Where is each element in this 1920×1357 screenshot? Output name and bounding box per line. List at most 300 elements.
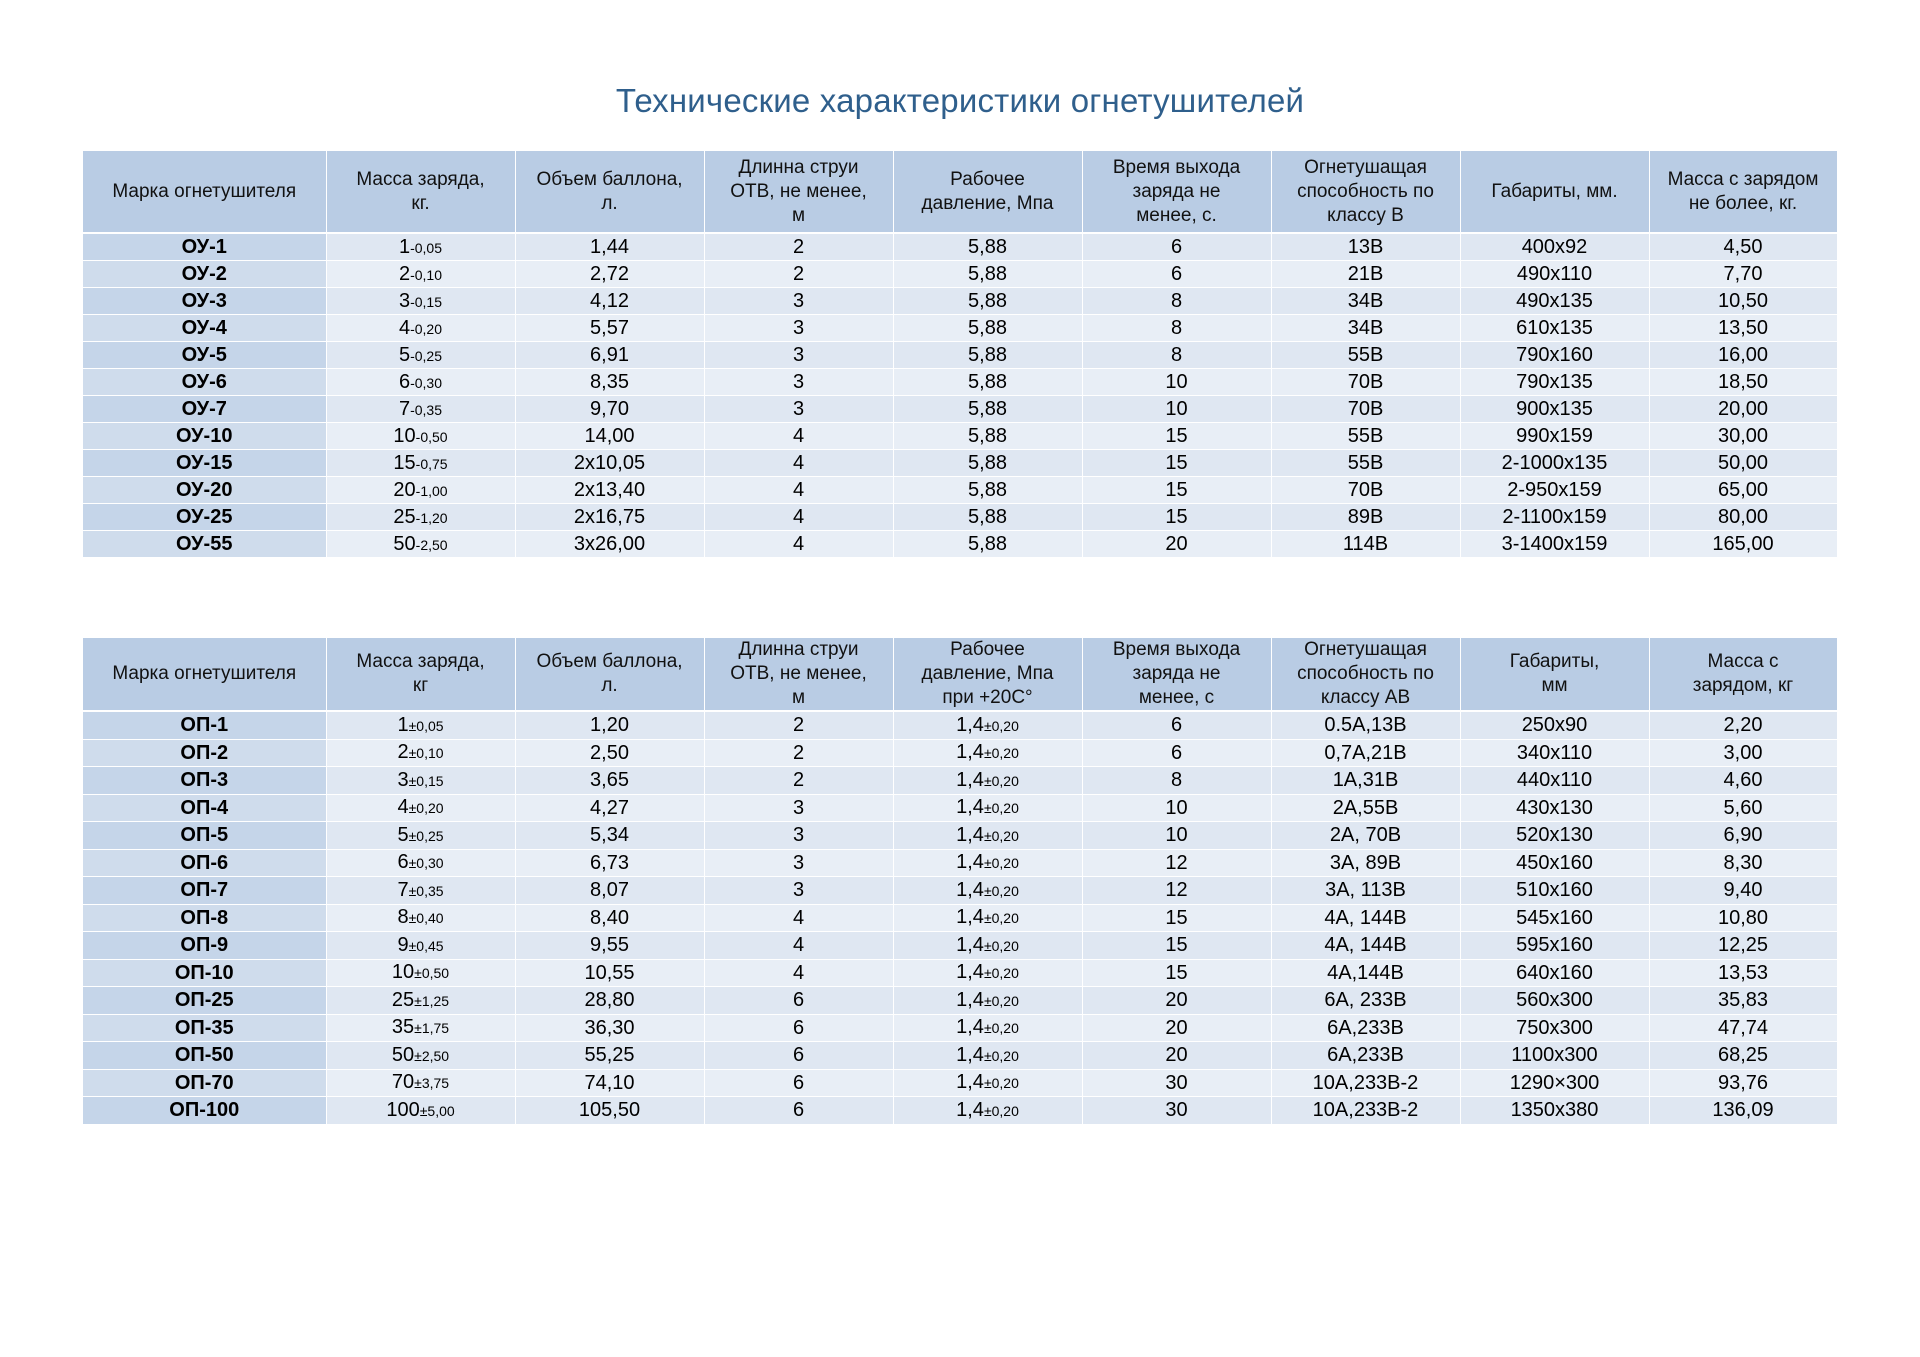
- discharge-time-cell-value: 15: [1165, 934, 1188, 957]
- total-mass-cell-value: 16,00: [1717, 344, 1769, 366]
- table-header-row: [83, 151, 1837, 233]
- discharge-time-cell: [1082, 1097, 1271, 1125]
- tolerance-value: -0,15: [410, 293, 443, 310]
- tolerance-value: ±0,20: [983, 1075, 1019, 1092]
- model-cell: [83, 739, 326, 767]
- tolerance-value: ±0,20: [408, 800, 444, 817]
- pressure-cell-value: 1,4: [956, 1043, 984, 1066]
- tolerance-value: -1,00: [415, 482, 448, 499]
- total-mass-cell-value: 7,70: [1723, 263, 1763, 285]
- discharge-time-cell-value: 10: [1165, 371, 1188, 393]
- model-cell: [83, 504, 326, 531]
- table-row: [83, 233, 1837, 261]
- capacity-cell: [1271, 822, 1460, 850]
- capacity-cell-value: 55В: [1347, 344, 1384, 366]
- dimensions-cell: [1460, 1097, 1649, 1125]
- discharge-time-cell-value: 10: [1165, 796, 1188, 819]
- discharge-time-cell: [1082, 904, 1271, 932]
- total-mass-cell: [1649, 987, 1837, 1015]
- total-mass-cell-value: 8,30: [1723, 851, 1763, 874]
- jet-length-cell-value: 2: [792, 769, 805, 792]
- total-mass-cell-value: 68,25: [1717, 1044, 1769, 1067]
- capacity-cell: [1271, 450, 1460, 477]
- dimensions-cell-value: 450х160: [1516, 851, 1593, 874]
- total-mass-cell-value: 10,80: [1717, 906, 1769, 929]
- total-mass-cell-value: 18,50: [1717, 371, 1769, 393]
- model-cell-value: ОУ-3: [181, 290, 227, 312]
- dimensions-cell: [1460, 1014, 1649, 1042]
- capacity-cell: [1271, 767, 1460, 795]
- dimensions-cell-value: 440х110: [1516, 769, 1593, 792]
- total-mass-cell: [1649, 477, 1837, 504]
- volume-cell: [515, 504, 704, 531]
- jet-length-cell-value: 3: [792, 879, 805, 902]
- model-cell-value: ОП-100: [169, 1099, 240, 1122]
- pressure-cell: [893, 261, 1082, 288]
- discharge-time-cell-value: 15: [1165, 425, 1188, 447]
- discharge-time-cell-value: 10: [1165, 824, 1188, 847]
- mass-cell: [326, 233, 515, 261]
- dimensions-cell: [1460, 711, 1649, 739]
- jet-length-cell-value: 6: [792, 1016, 805, 1039]
- jet-length-cell-value: 2: [792, 236, 805, 258]
- pressure-cell-value: 5,88: [968, 236, 1007, 258]
- jet-length-cell: [704, 315, 893, 342]
- capacity-cell: [1271, 877, 1460, 905]
- volume-cell: [515, 450, 704, 477]
- total-mass-cell-value: 30,00: [1717, 425, 1769, 447]
- mass-cell: [326, 877, 515, 905]
- discharge-time-cell: [1082, 849, 1271, 877]
- discharge-time-cell-value: 12: [1165, 851, 1188, 874]
- discharge-time-cell-value: 15: [1165, 906, 1188, 929]
- pressure-cell: [893, 987, 1082, 1015]
- jet-length-cell: [704, 1014, 893, 1042]
- total-mass-cell-value: 13,50: [1717, 317, 1769, 339]
- dimensions-cell-value: 1290×300: [1509, 1071, 1600, 1094]
- dimensions-cell-value: 900х135: [1516, 398, 1593, 420]
- tolerance-value: ±0,20: [983, 882, 1019, 899]
- mass-cell: [326, 987, 515, 1015]
- model-cell: [83, 822, 326, 850]
- model-cell-value: ОУ-2: [181, 263, 227, 285]
- discharge-time-cell-value: 15: [1165, 506, 1188, 528]
- model-cell-value: ОУ-20: [176, 479, 233, 501]
- model-cell: [83, 1042, 326, 1070]
- jet-length-cell: [704, 987, 893, 1015]
- pressure-cell: [893, 959, 1082, 987]
- model-cell-value: ОП-2: [180, 741, 229, 764]
- tolerance-value: -0,30: [410, 374, 443, 391]
- table-row: [83, 288, 1837, 315]
- mass-cell-value: 10: [393, 424, 416, 447]
- capacity-cell-value: 3А, 89В: [1329, 851, 1402, 874]
- dimensions-cell-value: 610х135: [1516, 317, 1593, 339]
- tolerance-value: -0,10: [410, 266, 443, 283]
- dimensions-cell: [1460, 822, 1649, 850]
- volume-cell: [515, 396, 704, 423]
- model-cell-value: ОУ-5: [181, 344, 227, 366]
- mass-cell: [326, 342, 515, 369]
- model-cell-value: ОП-9: [180, 934, 229, 957]
- jet-length-cell: [704, 396, 893, 423]
- pressure-cell-value: 5,88: [968, 290, 1007, 312]
- volume-cell: [515, 477, 704, 504]
- pressure-cell: [893, 932, 1082, 960]
- pressure-cell: [893, 904, 1082, 932]
- column-header: Масса с зарядом не более, кг.: [1649, 151, 1837, 233]
- model-cell-value: ОУ-7: [181, 398, 227, 420]
- dimensions-cell: [1460, 794, 1649, 822]
- discharge-time-cell: [1082, 822, 1271, 850]
- discharge-time-cell-value: 15: [1165, 479, 1188, 501]
- volume-cell: [515, 288, 704, 315]
- jet-length-cell-value: 4: [792, 479, 805, 501]
- model-cell: [83, 987, 326, 1015]
- discharge-time-cell: [1082, 315, 1271, 342]
- pressure-cell-value: 1,4: [956, 1098, 984, 1121]
- discharge-time-cell-value: 8: [1170, 317, 1183, 339]
- volume-cell-value: 14,00: [584, 425, 635, 447]
- jet-length-cell-value: 4: [792, 425, 805, 447]
- dimensions-cell-value: 545х160: [1516, 906, 1593, 929]
- discharge-time-cell-value: 8: [1170, 290, 1183, 312]
- pressure-cell: [893, 288, 1082, 315]
- table-row: [83, 396, 1837, 423]
- mass-cell: [326, 396, 515, 423]
- capacity-cell-value: 4А, 144В: [1324, 934, 1407, 957]
- discharge-time-cell: [1082, 794, 1271, 822]
- capacity-cell-value: 70В: [1347, 479, 1384, 501]
- model-cell-value: ОУ-10: [176, 425, 233, 447]
- jet-length-cell-value: 4: [792, 934, 805, 957]
- jet-length-cell: [704, 531, 893, 558]
- volume-cell: [515, 767, 704, 795]
- capacity-cell: [1271, 794, 1460, 822]
- volume-cell-value: 1,20: [590, 714, 629, 737]
- capacity-cell-value: 10А,233В-2: [1312, 1099, 1419, 1122]
- powder-extinguishers-table: [83, 638, 1838, 1125]
- model-cell: [83, 396, 326, 423]
- column-header: Рабочее давление, Мпа: [893, 151, 1082, 233]
- tolerance-value: ±0,20: [983, 745, 1019, 762]
- jet-length-cell: [704, 288, 893, 315]
- dimensions-cell-value: 400х92: [1521, 236, 1588, 258]
- jet-length-cell-value: 6: [792, 1071, 805, 1094]
- mass-cell: [326, 959, 515, 987]
- pressure-cell: [893, 423, 1082, 450]
- model-cell-value: ОП-3: [180, 769, 229, 792]
- co2-table-body: [83, 233, 1837, 558]
- dimensions-cell: [1460, 423, 1649, 450]
- pressure-cell: [893, 794, 1082, 822]
- total-mass-cell: [1649, 1042, 1837, 1070]
- dimensions-cell-value: 595х160: [1516, 934, 1593, 957]
- jet-length-cell: [704, 477, 893, 504]
- pressure-cell: [893, 877, 1082, 905]
- capacity-cell-value: 114В: [1342, 533, 1389, 555]
- capacity-cell-value: 3А, 113В: [1325, 879, 1406, 902]
- total-mass-cell-value: 80,00: [1717, 506, 1769, 528]
- pressure-cell-value: 1,4: [956, 933, 984, 956]
- capacity-cell-value: 6А,233В: [1327, 1044, 1404, 1067]
- pressure-cell-value: 1,4: [956, 961, 984, 984]
- table-row: [83, 450, 1837, 477]
- discharge-time-cell: [1082, 423, 1271, 450]
- total-mass-cell: [1649, 932, 1837, 960]
- table-row: [83, 1097, 1837, 1125]
- total-mass-cell: [1649, 739, 1837, 767]
- tolerance-value: ±0,20: [983, 772, 1019, 789]
- pressure-cell: [893, 1014, 1082, 1042]
- column-header: Габариты, мм.: [1460, 151, 1649, 233]
- discharge-time-cell: [1082, 396, 1271, 423]
- jet-length-cell-value: 6: [792, 989, 805, 1012]
- model-cell: [83, 423, 326, 450]
- jet-length-cell-value: 3: [792, 344, 805, 366]
- volume-cell: [515, 1042, 704, 1070]
- model-cell: [83, 1069, 326, 1097]
- total-mass-cell: [1649, 369, 1837, 396]
- discharge-time-cell: [1082, 932, 1271, 960]
- capacity-cell-value: 55В: [1347, 452, 1384, 474]
- dimensions-cell-value: 340х110: [1516, 741, 1593, 764]
- tolerance-value: ±0,10: [408, 745, 444, 762]
- tolerance-value: ±0,20: [983, 855, 1019, 872]
- model-cell-value: ОП-10: [174, 961, 234, 984]
- discharge-time-cell: [1082, 342, 1271, 369]
- model-cell-value: ОУ-55: [176, 533, 233, 555]
- tolerance-value: ±0,25: [408, 827, 444, 844]
- volume-cell-value: 8,07: [590, 879, 629, 902]
- discharge-time-cell-value: 6: [1170, 741, 1183, 764]
- discharge-time-cell: [1082, 261, 1271, 288]
- total-mass-cell: [1649, 1069, 1837, 1097]
- dimensions-cell: [1460, 531, 1649, 558]
- mass-cell-value: 2: [398, 262, 411, 285]
- jet-length-cell: [704, 342, 893, 369]
- tolerance-value: ±2,50: [414, 1047, 450, 1064]
- pressure-cell-value: 1,4: [956, 823, 984, 846]
- mass-cell-value: 15: [393, 451, 416, 474]
- mass-cell: [326, 531, 515, 558]
- dimensions-cell: [1460, 504, 1649, 531]
- total-mass-cell-value: 47,74: [1717, 1016, 1769, 1039]
- jet-length-cell-value: 6: [792, 1044, 805, 1067]
- dimensions-cell-value: 750х300: [1516, 1016, 1593, 1039]
- model-cell-value: ОП-5: [180, 824, 229, 847]
- jet-length-cell-value: 3: [792, 824, 805, 847]
- total-mass-cell: [1649, 261, 1837, 288]
- tolerance-value: ±5,00: [419, 1102, 455, 1119]
- total-mass-cell-value: 4,50: [1723, 236, 1763, 258]
- mass-cell-value: 25: [393, 505, 416, 528]
- discharge-time-cell: [1082, 1069, 1271, 1097]
- dimensions-cell: [1460, 987, 1649, 1015]
- model-cell-value: ОУ-15: [176, 452, 233, 474]
- dimensions-cell: [1460, 767, 1649, 795]
- total-mass-cell-value: 136,09: [1712, 1099, 1774, 1122]
- mass-cell: [326, 739, 515, 767]
- dimensions-cell: [1460, 261, 1649, 288]
- dimensions-cell: [1460, 1069, 1649, 1097]
- capacity-cell: [1271, 369, 1460, 396]
- table-row: [83, 531, 1837, 558]
- dimensions-cell-value: 250х90: [1521, 714, 1588, 737]
- column-header: Объем баллона, л.: [515, 151, 704, 233]
- total-mass-cell: [1649, 504, 1837, 531]
- dimensions-cell: [1460, 849, 1649, 877]
- volume-cell-value: 2,72: [590, 263, 629, 285]
- dimensions-cell-value: 510х160: [1516, 879, 1593, 902]
- tolerance-value: ±0,20: [983, 800, 1019, 817]
- capacity-cell: [1271, 477, 1460, 504]
- pressure-cell: [893, 396, 1082, 423]
- tolerance-value: ±0,35: [408, 882, 444, 899]
- tolerance-value: ±0,20: [983, 992, 1019, 1009]
- capacity-cell: [1271, 504, 1460, 531]
- column-header: Объем баллона, л.: [515, 638, 704, 711]
- tolerance-value: ±0,40: [408, 910, 444, 927]
- discharge-time-cell-value: 12: [1165, 879, 1188, 902]
- column-header: Масса с зарядом, кг: [1649, 638, 1837, 711]
- tolerance-value: -0,75: [415, 455, 448, 472]
- capacity-cell: [1271, 959, 1460, 987]
- model-cell-value: ОП-8: [180, 906, 229, 929]
- table-row: [83, 504, 1837, 531]
- capacity-cell: [1271, 1042, 1460, 1070]
- column-header: Время выхода заряда не менее, с: [1082, 638, 1271, 711]
- capacity-cell-value: 89В: [1347, 506, 1384, 528]
- mass-cell: [326, 504, 515, 531]
- column-header: Масса заряда, кг: [326, 638, 515, 711]
- pressure-cell-value: 1,4: [956, 878, 984, 901]
- volume-cell: [515, 342, 704, 369]
- tolerance-value: ±0,20: [983, 717, 1019, 734]
- mass-cell-value: 70: [391, 1071, 415, 1094]
- capacity-cell: [1271, 932, 1460, 960]
- capacity-cell-value: 70В: [1347, 398, 1384, 420]
- mass-cell: [326, 849, 515, 877]
- total-mass-cell: [1649, 233, 1837, 261]
- volume-cell: [515, 1097, 704, 1125]
- pressure-cell-value: 1,4: [956, 906, 984, 929]
- model-cell-value: ОП-7: [180, 879, 229, 902]
- total-mass-cell-value: 5,60: [1723, 796, 1763, 819]
- volume-cell-value: 5,57: [590, 317, 629, 339]
- model-cell-value: ОП-50: [174, 1044, 234, 1067]
- dimensions-cell-value: 2-1000х135: [1501, 452, 1608, 474]
- tolerance-value: ±0,50: [414, 965, 450, 982]
- capacity-cell: [1271, 261, 1460, 288]
- volume-cell-value: 4,27: [590, 796, 629, 819]
- volume-cell-value: 55,25: [584, 1044, 635, 1067]
- column-header: Масса заряда, кг.: [326, 151, 515, 233]
- table-row: [83, 987, 1837, 1015]
- volume-cell-value: 8,35: [590, 371, 629, 393]
- volume-cell: [515, 261, 704, 288]
- total-mass-cell: [1649, 822, 1837, 850]
- mass-cell: [326, 822, 515, 850]
- dimensions-cell: [1460, 288, 1649, 315]
- mass-cell: [326, 369, 515, 396]
- jet-length-cell-value: 2: [792, 741, 805, 764]
- model-cell: [83, 369, 326, 396]
- model-cell-value: ОП-35: [174, 1016, 234, 1039]
- model-cell: [83, 1014, 326, 1042]
- dimensions-cell-value: 1100х300: [1511, 1044, 1598, 1067]
- dimensions-cell-value: 3-1400х159: [1501, 533, 1608, 555]
- volume-cell-value: 5,34: [590, 824, 629, 847]
- pressure-cell: [893, 849, 1082, 877]
- pressure-cell-value: 1,4: [956, 713, 984, 736]
- jet-length-cell: [704, 369, 893, 396]
- pressure-cell-value: 5,88: [968, 371, 1007, 393]
- mass-cell: [326, 261, 515, 288]
- volume-cell-value: 36,30: [584, 1016, 635, 1039]
- jet-length-cell: [704, 233, 893, 261]
- capacity-cell: [1271, 531, 1460, 558]
- total-mass-cell-value: 35,83: [1717, 989, 1769, 1012]
- discharge-time-cell-value: 6: [1170, 714, 1183, 737]
- volume-cell-value: 6,91: [590, 344, 629, 366]
- dimensions-cell-value: 1350х380: [1510, 1099, 1599, 1122]
- capacity-cell-value: 6А,233В: [1327, 1016, 1404, 1039]
- model-cell-value: ОУ-1: [181, 236, 227, 258]
- pressure-cell: [893, 315, 1082, 342]
- mass-cell: [326, 1014, 515, 1042]
- mass-cell-value: 3: [398, 289, 411, 312]
- total-mass-cell: [1649, 1097, 1837, 1125]
- pressure-cell-value: 5,88: [968, 263, 1007, 285]
- total-mass-cell-value: 2,20: [1723, 714, 1763, 737]
- jet-length-cell: [704, 767, 893, 795]
- model-cell: [83, 531, 326, 558]
- volume-cell-value: 4,12: [590, 290, 629, 312]
- column-header: Длинна струи ОТВ, не менее, м: [704, 638, 893, 711]
- mass-cell-value: 4: [398, 316, 411, 339]
- jet-length-cell: [704, 849, 893, 877]
- mass-cell-value: 1: [398, 235, 411, 258]
- tolerance-value: ±0,20: [983, 827, 1019, 844]
- discharge-time-cell: [1082, 288, 1271, 315]
- jet-length-cell: [704, 450, 893, 477]
- discharge-time-cell-value: 20: [1165, 1016, 1188, 1039]
- model-cell: [83, 932, 326, 960]
- discharge-time-cell-value: 8: [1170, 344, 1183, 366]
- tolerance-value: -0,20: [410, 320, 443, 337]
- total-mass-cell: [1649, 450, 1837, 477]
- model-cell-value: ОП-25: [174, 989, 234, 1012]
- jet-length-cell-value: 2: [792, 714, 805, 737]
- capacity-cell-value: 2А,55В: [1332, 796, 1399, 819]
- jet-length-cell-value: 6: [792, 1099, 805, 1122]
- dimensions-cell: [1460, 369, 1649, 396]
- tolerance-value: ±0,20: [983, 910, 1019, 927]
- model-cell: [83, 288, 326, 315]
- tolerance-value: -0,50: [415, 428, 448, 445]
- discharge-time-cell: [1082, 1042, 1271, 1070]
- mass-cell-value: 6: [398, 370, 411, 393]
- pressure-cell: [893, 711, 1082, 739]
- pressure-cell-value: 5,88: [968, 452, 1007, 474]
- capacity-cell-value: 34В: [1347, 317, 1384, 339]
- volume-cell: [515, 987, 704, 1015]
- pressure-cell: [893, 450, 1082, 477]
- total-mass-cell-value: 65,00: [1717, 479, 1769, 501]
- jet-length-cell: [704, 423, 893, 450]
- volume-cell-value: 28,80: [584, 989, 635, 1012]
